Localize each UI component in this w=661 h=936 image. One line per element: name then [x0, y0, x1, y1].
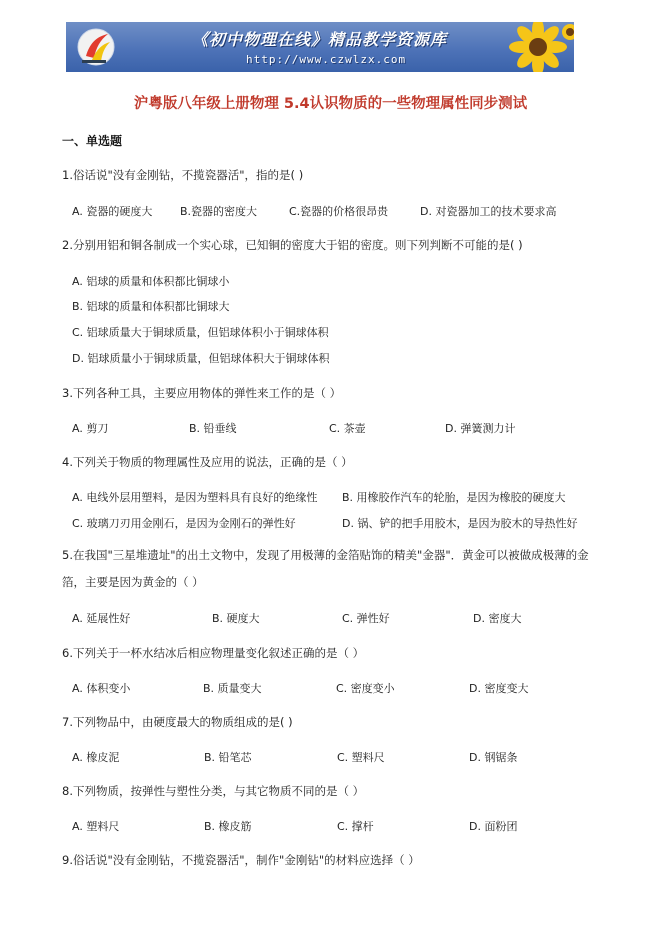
question-6-option-b[interactable]: B. 质量变大 — [203, 682, 262, 695]
question-2-option-c[interactable]: C. 铝球质量大于铜球质量，但铝球体积小于铜球体积 — [72, 326, 329, 339]
question-7-option-a[interactable]: A. 橡皮泥 — [72, 751, 120, 764]
question-6-stem: 6.下列关于一杯水结冰后相应物理量变化叙述正确的是（ ） — [62, 646, 365, 660]
banner-title: 《初中物理在线》精品教学资源库 — [192, 30, 448, 49]
sunflower-icon — [478, 22, 574, 72]
site-logo-icon — [72, 26, 120, 68]
question-9-stem: 9.俗话说"没有金刚钻，不揽瓷器活"，制作"金刚钻"的材料应选择（ ） — [62, 853, 420, 867]
banner-url: http://www.czwlzx.com — [246, 53, 407, 66]
document-title: 沪粤版八年级上册物理 5.4认识物质的一些物理属性同步测试 — [133, 96, 528, 112]
question-4-option-b[interactable]: B. 用橡胶作汽车的轮胎，是因为橡胶的硬度大 — [342, 491, 566, 504]
question-7-option-c[interactable]: C. 塑料尺 — [337, 751, 385, 764]
question-5-option-c[interactable]: C. 弹性好 — [342, 612, 390, 625]
question-6-option-a[interactable]: A. 体积变小 — [72, 682, 131, 695]
question-1-option-d[interactable]: D. 对瓷器加工的技术要求高 — [420, 205, 557, 218]
question-2-stem: 2.分别用铝和铜各制成一个实心球，已知铜的密度大于铝的密度。则下列判断不可能的是( ) — [62, 238, 523, 252]
question-3-option-a[interactable]: A. 剪刀 — [72, 422, 109, 435]
question-1-option-c[interactable]: C.瓷器的价格很昂贵 — [289, 205, 389, 218]
question-7-option-b[interactable]: B. 铅笔芯 — [204, 751, 252, 764]
question-6-option-d[interactable]: D. 密度变大 — [469, 682, 529, 695]
question-3-option-c[interactable]: C. 茶壶 — [329, 422, 366, 435]
question-5-option-d[interactable]: D. 密度大 — [473, 612, 522, 625]
question-8-option-d[interactable]: D. 面粉团 — [469, 820, 518, 833]
question-2-option-d[interactable]: D. 铝球质量小于铜球质量，但铝球体积大于铜球体积 — [72, 352, 330, 365]
question-6-option-c[interactable]: C. 密度变小 — [336, 682, 395, 695]
question-1-option-a[interactable]: A. 瓷器的硬度大 — [72, 205, 153, 218]
question-2-option-a[interactable]: A. 铝球的质量和体积都比铜球小 — [72, 275, 230, 288]
question-4-option-a[interactable]: A. 电线外层用塑料，是因为塑料具有良好的绝缘性 — [72, 491, 318, 504]
question-8-stem: 8.下列物质，按弹性与塑性分类，与其它物质不同的是（ ） — [62, 784, 365, 798]
question-5-option-a[interactable]: A. 延展性好 — [72, 612, 131, 625]
question-8-option-c[interactable]: C. 撑杆 — [337, 820, 374, 833]
question-4-option-c[interactable]: C. 玻璃刀刃用金刚石，是因为金刚石的弹性好 — [72, 517, 296, 530]
question-5-stem: 5.在我国"三星堆遗址"的出土文物中，发现了用极薄的金箔贴饰的精美"金器"．黄金可以被做成极薄的金箔，主要是因为黄金的（ ） — [62, 548, 589, 589]
question-3-stem: 3.下列各种工具，主要应用物体的弹性来工作的是（ ） — [62, 386, 342, 400]
question-1-stem: 1.俗话说"没有金刚钻，不揽瓷器活"，指的是( ) — [62, 168, 304, 182]
question-3-option-b[interactable]: B. 铅垂线 — [189, 422, 237, 435]
question-8-option-a[interactable]: A. 塑料尺 — [72, 820, 120, 833]
question-1-option-b[interactable]: B.瓷器的密度大 — [180, 205, 258, 218]
section-heading: 一、单选题 — [62, 134, 123, 148]
question-7-stem: 7.下列物品中，由硬度最大的物质组成的是( ) — [62, 715, 293, 729]
question-7-option-d[interactable]: D. 钢锯条 — [469, 751, 518, 764]
question-8-option-b[interactable]: B. 橡皮筋 — [204, 820, 252, 833]
header-banner — [66, 22, 574, 72]
question-4-stem: 4.下列关于物质的物理属性及应用的说法，正确的是（ ） — [62, 455, 353, 469]
question-2-option-b[interactable]: B. 铝球的质量和体积都比铜球大 — [72, 300, 230, 313]
question-4-option-d[interactable]: D. 锅、铲的把手用胶木，是因为胶木的导热性好 — [342, 517, 578, 530]
question-5-option-b[interactable]: B. 硬度大 — [212, 612, 260, 625]
question-3-option-d[interactable]: D. 弹簧测力计 — [445, 422, 516, 435]
